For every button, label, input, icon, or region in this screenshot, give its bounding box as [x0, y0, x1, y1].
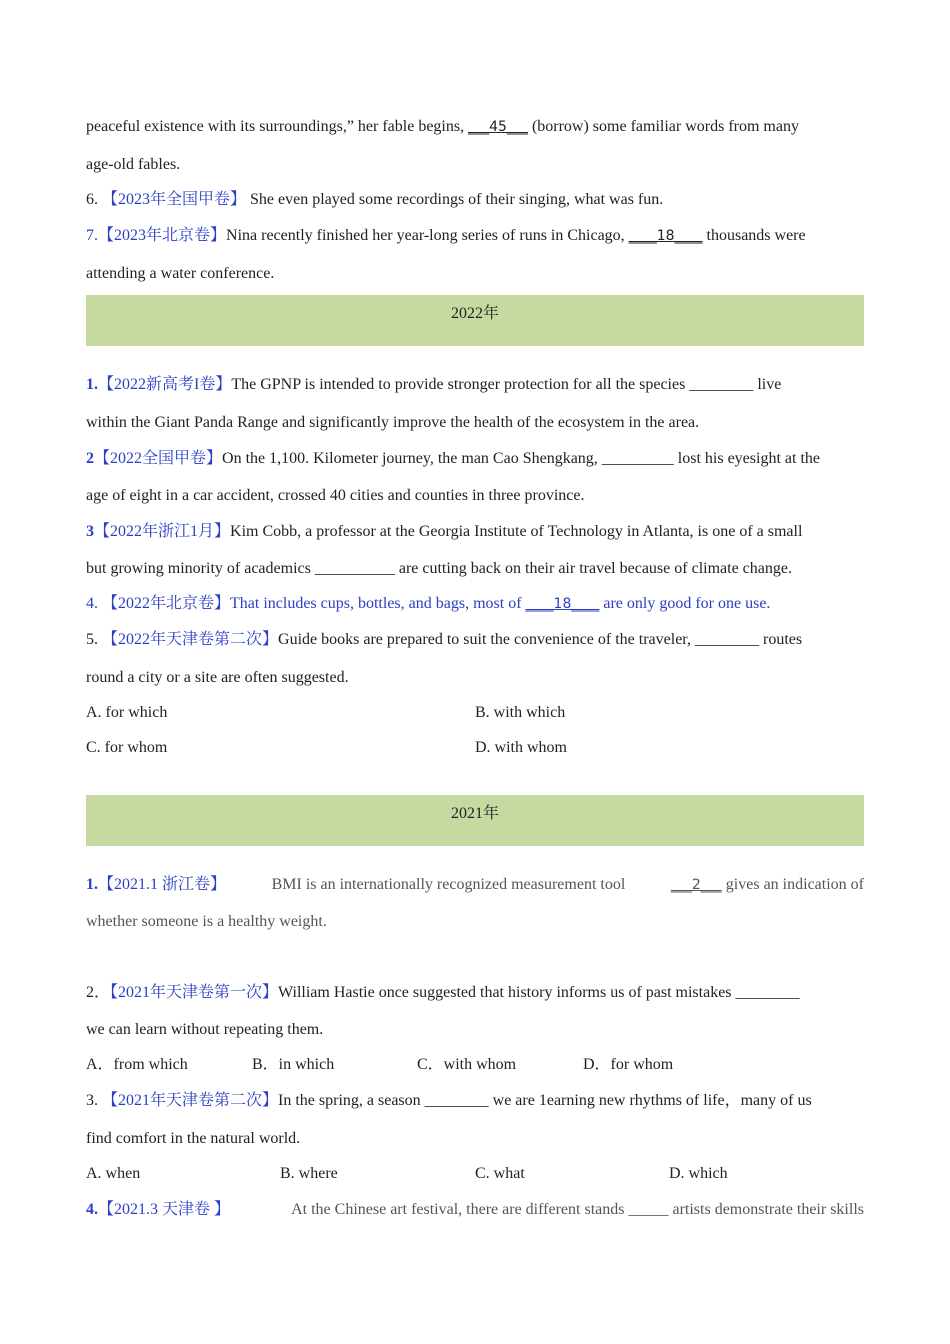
question-source-tag: 【2022年浙江1月】 — [94, 523, 231, 540]
option-a: A. when — [86, 1165, 141, 1182]
q7-2023-line2: attending a water conference. — [86, 265, 275, 282]
q5-2022-line2: round a city or a site are often suggested. — [86, 669, 349, 686]
q5-2022-line1: 5. 【2022年天津卷第二次】Guide books are prepared to suit the convenience of the traveler, ________ routes — [86, 631, 803, 648]
section-year-label: 2022年 — [450, 305, 499, 322]
question-source-tag: 【2022新高考I卷】 — [98, 376, 232, 393]
q1-2022-line2: within the Giant Panda Range and significantly improve the health of the ecosystem in the area. — [86, 414, 700, 431]
q2-2022-line1: 2【2022全国甲卷】On the 1,100. Kilometer journey, the man Cao Shengkang, _________ lost his eyesight at the — [86, 450, 820, 467]
option-c: C. for whom — [86, 739, 168, 756]
answer-blank: ___2___ — [670, 877, 722, 893]
q1-2022-line1: 1.【2022新高考I卷】The GPNP is intended to provide stronger protection for all the species ________ live — [86, 376, 782, 393]
option-b: B. with which — [475, 704, 566, 721]
q2-2021-line2: we can learn without repeating them. — [86, 1021, 324, 1038]
question-source-tag: 【2021.3 天津卷 】 — [98, 1201, 231, 1218]
question-source-tag: 【2022年天津卷第二次】 — [102, 631, 279, 648]
option-b: B．in which — [252, 1056, 335, 1073]
option-d: D. with whom — [475, 739, 567, 756]
q2-2021-line1: 2．【2021年天津卷第一次】William Hastie once suggested that history informs us of past mistakes ________ — [86, 984, 800, 1001]
q7-2023-line1: 7.【2023年北京卷】Nina recently finished her year-long series of runs in Chicago, ____18____ thousands were — [86, 227, 806, 244]
q5-2023-line2: age-old fables. — [86, 156, 181, 173]
q3-2022-line2: but growing minority of academics __________ are cutting back on their air travel because of climate change. — [86, 560, 792, 577]
q3-2021-line2: find comfort in the natural world. — [86, 1130, 301, 1147]
answer-blank: ____18____ — [628, 228, 703, 244]
q1-2021-line2: whether someone is a healthy weight. — [86, 913, 327, 930]
option-c: C. what — [475, 1165, 525, 1182]
question-source-tag: 【2022全国甲卷】 — [94, 450, 223, 467]
question-source-tag: 【2023年北京卷】 — [98, 227, 227, 244]
answer-blank: ____18____ — [525, 596, 600, 612]
question-source-tag: 【2021.1 浙江卷】 — [98, 876, 227, 893]
q3-2022-line1: 3【2022年浙江1月】Kim Cobb, a professor at the Georgia Institute of Technology in Atlanta, is one of a small — [86, 523, 803, 540]
answer-blank: ___45___ — [468, 119, 528, 135]
option-a: A．from which — [86, 1056, 188, 1073]
section-header-2022 — [86, 295, 864, 346]
q1-2021-line1: 1.【2021.1 浙江卷】 BMI is an internationally recognized measurement tool ___2___ gives an indication of — [86, 876, 864, 893]
q5-2023-line1: peaceful existence with its surroundings,” her fable begins, ___45___ (borrow) some familiar words from many — [86, 118, 799, 135]
question-source-tag: 【2021年天津卷第一次】 — [110, 984, 279, 1001]
q4-2021-line1: 4.【2021.3 天津卷 】 At the Chinese art festival, there are different stands _____ artists demonstrate their skills — [86, 1201, 864, 1218]
option-c: C．with whom — [417, 1056, 517, 1073]
section-year-label: 2021年 — [450, 805, 499, 822]
option-d: D．for whom — [583, 1056, 674, 1073]
q6-2023: 6. 【2023年全国甲卷】 She even played some recordings of their singing, what was fun. — [86, 191, 664, 208]
section-header-2021 — [86, 795, 864, 846]
option-b: B. where — [280, 1165, 338, 1182]
question-source-tag: 【2023年全国甲卷】 — [102, 191, 247, 208]
question-source-tag: 【2022年北京卷】 — [102, 595, 231, 612]
option-d: D. which — [669, 1165, 728, 1182]
q3-2021-line1: 3. 【2021年天津卷第二次】In the spring, a season ________ we are 1earning new rhythms of life，many of us — [86, 1092, 812, 1109]
q4-2022: 4. 【2022年北京卷】That includes cups, bottles, and bags, most of ____18____ are only good for one use. — [86, 595, 771, 612]
q2-2022-line2: age of eight in a car accident, crossed 40 cities and counties in three province. — [86, 487, 585, 504]
question-source-tag: 【2021年天津卷第二次】 — [102, 1092, 279, 1109]
option-a: A. for which — [86, 704, 168, 721]
